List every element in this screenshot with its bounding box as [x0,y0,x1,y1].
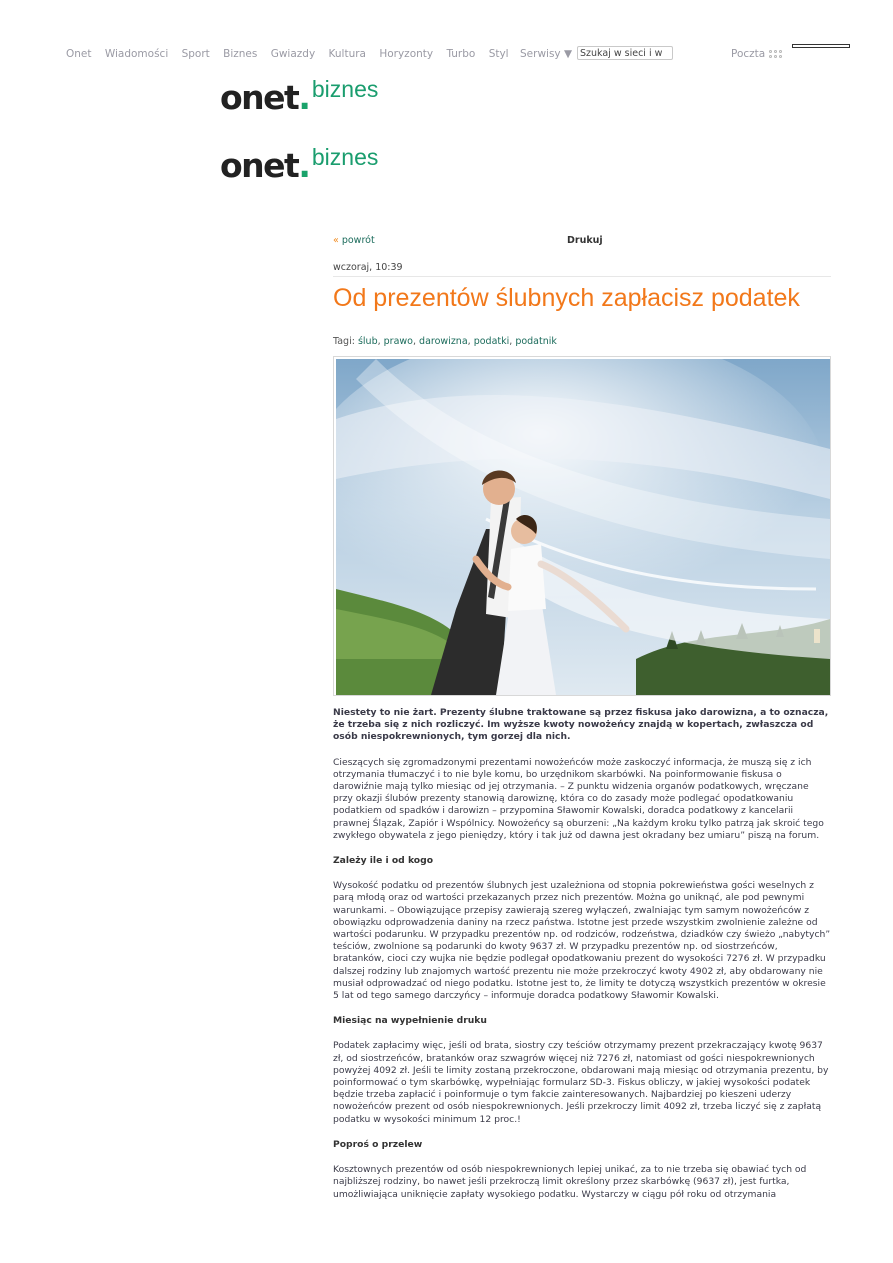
article-subheading: Poproś o przelew [333,1138,423,1150]
article-paragraph: Wysokość podatku od prezentów ślubnych jest uzależniona od stopnia pokrewieństwa gości weselnych z parą młodą oraz od wartości przekazanych przez nich prezentów. Można go uniknąć, ale pod pewnymi warunkami. – Obowiązujące przepisy zawierają szereg wyłączeń, zwalniając tym samym nowożeńców z obowiązku odprowadzenia daniny na rzecz państwa. Istotne jest przede wszystkim zwolnienie zależne od wartości podarunku. W przypadku prezentów np. od rodziców, rodzeństwa, dziadków czy świeżo „nabytych” teściów, zwolnione są podarunki do kwoty 9637 zł. W przypadku prezentów np. od siostrzeńców, bratanków, cioci czy wujka nie będzie podlegał opodatkowaniu prezent do wysokości 7276 zł. W przypadku dalszej rodziny lub znajomych wartość prezentu nie może przekroczyć kwoty 4902 zł, aby obdarowany nie musiał odprowadzać od niego podatku. Istotne jest to, że limity te dotyczą wszystkich prezentów w okresie 5 lat od tego samego darczyńcy – informuje doradca podatkowy Sławomir Kowalski. [333,880,831,1002]
nav-link-turbo[interactable]: Turbo [446,48,476,60]
nav-link-horyzonty[interactable]: Horyzonty [379,48,434,60]
tag-link[interactable]: darowizna [419,336,468,347]
article-title: Od prezentów ślubnych zapłacisz podatek [333,284,800,312]
article-paragraph: Kosztownych prezentów od osób niespokrewnionych lepiej unikać, za to nie trzeba się obawiać tych od najbliższej rodziny, bo nawet jeśli przekroczą limit określony przez skarbówkę (9637 zł), jest furtka, umożliwiająca uniknięcie zapłaty wysokiego podatku. Wystarczy w ciągu pół roku od otrzymania [333,1164,807,1200]
back-arrow-icon: « [333,235,339,246]
back-link[interactable] [333,235,375,246]
site-logo[interactable] [220,78,378,118]
nav-link-wiadomosci[interactable]: Wiadomości [104,48,169,60]
logo-brand: onet [220,78,299,117]
article-lead: Niestety to nie żart. Prezenty ślubne traktowane są przez fiskusa jako darowizna, a to oznacza, że trzeba się z nich rozliczyć. Im wyższe kwoty nowożeńcy znajdą w kopertach, zwłaszcza od osób niespokrewnionych, tym gorzej dla nich. [333,707,829,743]
nav-link-styl[interactable]: Styl [488,48,509,60]
apps-grid-icon[interactable] [769,50,783,60]
logo-dot: . [298,78,311,117]
tags-label: Tagi: [333,336,355,347]
wedding-couple-image [336,359,830,695]
nav-link-onet[interactable]: Onet [66,48,92,60]
article-date: wczoraj, 10:39 [333,262,403,273]
top-navigation [0,44,893,66]
article-subheading: Miesiąc na wypełnienie druku [333,1015,487,1027]
logo-section: biznes [311,76,379,102]
services-dropdown[interactable]: Serwisy ▼ [520,48,573,60]
tags-line: Tagi: ślub, prawo, darowizna, podatki, podatnik [333,336,557,347]
article-paragraph: Podatek zapłacimy więc, jeśli od brata, siostry czy teściów otrzymamy prezent przekraczający kwotę 9637 zł, od siostrzeńców, bratanków oraz szwagrów więcej niż 7276 zł, natomiast od gości niespokrewnionych powyżej 4092 zł. Jeśli te limity zostaną przekroczone, obdarowani mają miesiąc od otrzymania prezentu, by poinformować o tym skarbówkę, wypełniając formularz SD-3. Fiskus obliczy, w jakiej wysokości podatek będzie trzeba zapłacić i poinformuje o tym fakcie zainteresowanych. Najbardziej po kieszeni uderzy nowożeńców prezent od osób niespokrewnionych. Jeśli przekroczy limit 4092 zł, trzeba liczyć się z zapłatą podatku w wysokości minimum 12 proc.! [333,1040,829,1125]
site-logo-secondary[interactable] [220,146,378,186]
tag-link[interactable]: podatnik [515,336,557,347]
tag-link[interactable]: podatki [473,336,510,347]
logo-section: biznes [311,144,379,170]
portal-links [66,48,519,60]
article-photo [333,356,831,696]
tag-link[interactable]: prawo [383,336,413,347]
back-label: powrót [341,235,375,246]
article-paragraph: Cieszących się zgromadzonymi prezentami nowożeńców może zaskoczyć informacja, że muszą się z ich otrzymania tłumaczyć i to nie byle komu, bo urzędnikom skarbówki. Na poinformowanie fiskusa o darowiźnie mają tylko miesiąc od jej otrzymania. – Z punktu widzenia organów podatkowych, wręczane przy okazji ślubów prezenty stanowią darowiznę, która co do zasady może podlegać opodatkowaniu podatkiem od spadków i darowizn – przypomina Sławomir Kowalski, doradca podatkowy z kancelarii prawnej Ślązak, Zapiór i Wspólnicy. Nowożeńcy są oburzeni: „Na każdym kroku tylko patrzą jak skroić tego zwykłego obywatela z jego pieniędzy, który i tak już od dawna jest okradany bez umiaru” piszą na forum. [333,756,824,841]
print-button[interactable]: Drukuj [567,235,603,246]
nav-link-sport[interactable]: Sport [181,48,210,60]
nav-link-biznes[interactable]: Biznes [223,48,258,60]
logo-brand: onet [220,146,299,185]
login-box[interactable] [792,44,850,48]
nav-link-kultura[interactable]: Kultura [328,48,366,60]
divider [333,276,831,277]
mail-link[interactable]: Poczta [731,48,766,60]
nav-link-gwiazdy[interactable]: Gwiazdy [270,48,316,60]
article-body [333,707,831,1214]
search-input[interactable]: Szukaj w sieci i w [577,46,673,60]
article-subheading: Zależy ile i od kogo [333,855,434,867]
tag-link[interactable]: ślub [357,336,378,347]
logo-dot: . [298,146,311,185]
